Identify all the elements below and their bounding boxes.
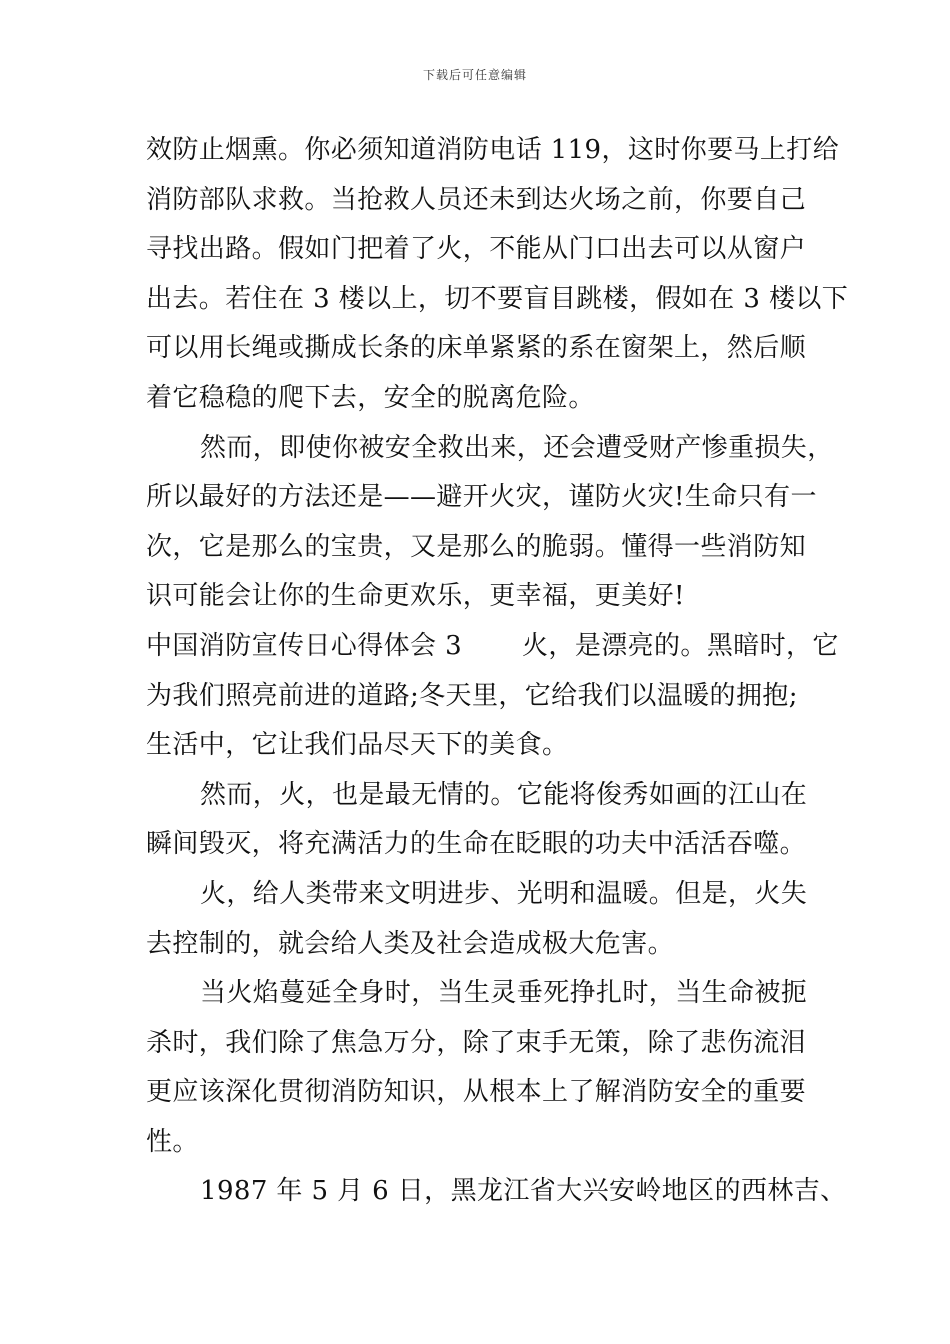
section-heading-line <box>146 622 839 672</box>
text-line: 消防部队求救。当抢救人员还未到达火场之前，你要自己 <box>146 184 807 215</box>
section-heading-row <box>146 622 839 672</box>
paragraph <box>146 424 834 622</box>
text-line: 火，是漂亮的。黑暗时，它 <box>522 630 839 661</box>
text-line: 火，给人类带来文明进步、光明和温暖。但是，火失 <box>200 878 808 909</box>
text-line: 杀时，我们除了焦急万分，除了束手无策，除了悲伤流泪 <box>146 1027 807 1058</box>
text-line: 然而，即使你被安全救出来，还会遭受财产惨重损失， <box>200 432 834 463</box>
text-line: 次，它是那么的宝贵，又是那么的脆弱。懂得一些消防知 <box>146 531 807 562</box>
text-line: 当火焰蔓延全身时，当生灵垂死挣扎时，当生命被扼 <box>200 978 808 1009</box>
paragraph <box>146 672 826 771</box>
text-line: 可以用长绳或撕成长条的床单紧紧的系在窗架上，然后顺 <box>146 333 807 364</box>
paragraph <box>146 1167 847 1217</box>
text-line: 然而，火，也是最无情的。它能将俊秀如画的江山在 <box>200 779 808 810</box>
text-line: 寻找出路。假如门把着了火，不能从门口出去可以从窗户 <box>146 234 807 265</box>
text-line: 所以最好的方法还是——避开火灾，谨防火灾!生命只有一 <box>146 482 817 513</box>
text-line: 去控制的，就会给人类及社会造成极大危害。 <box>146 928 675 959</box>
text-line: 瞬间毁灭，将充满活力的生命在眨眼的功夫中活活吞噬。 <box>146 829 807 860</box>
text-line: 为我们照亮前进的道路;冬天里，它给我们以温暖的拥抱; <box>146 680 798 711</box>
text-line: 更应该深化贯彻消防知识，从根本上了解消防安全的重要 <box>146 1077 807 1108</box>
document-body <box>146 126 849 1217</box>
text-line: 效防止烟熏。你必须知道消防电话 119，这时你要马上打给 <box>146 135 840 165</box>
paragraph <box>146 870 826 969</box>
text-line: 着它稳稳的爬下去，安全的脱离危险。 <box>146 382 595 413</box>
text-line: 生活中，它让我们品尽天下的美食。 <box>146 730 569 761</box>
section-title: 中国消防宣传日心得体会 3 <box>146 630 463 661</box>
text-line: 出去。若住在 3 楼以上，切不要盲目跳楼，假如在 3 楼以下 <box>146 283 849 314</box>
text-line: 1987 年 5 月 6 日，黑龙江省大兴安岭地区的西林吉、 <box>200 1176 847 1207</box>
paragraph <box>146 771 826 870</box>
text-line: 性。 <box>146 1126 199 1157</box>
paragraph <box>146 969 826 1167</box>
paragraph <box>146 126 849 424</box>
text-line: 识可能会让你的生命更欢乐，更幸福，更美好! <box>146 581 685 612</box>
page-header: 下载后可任意编辑 <box>422 68 527 82</box>
